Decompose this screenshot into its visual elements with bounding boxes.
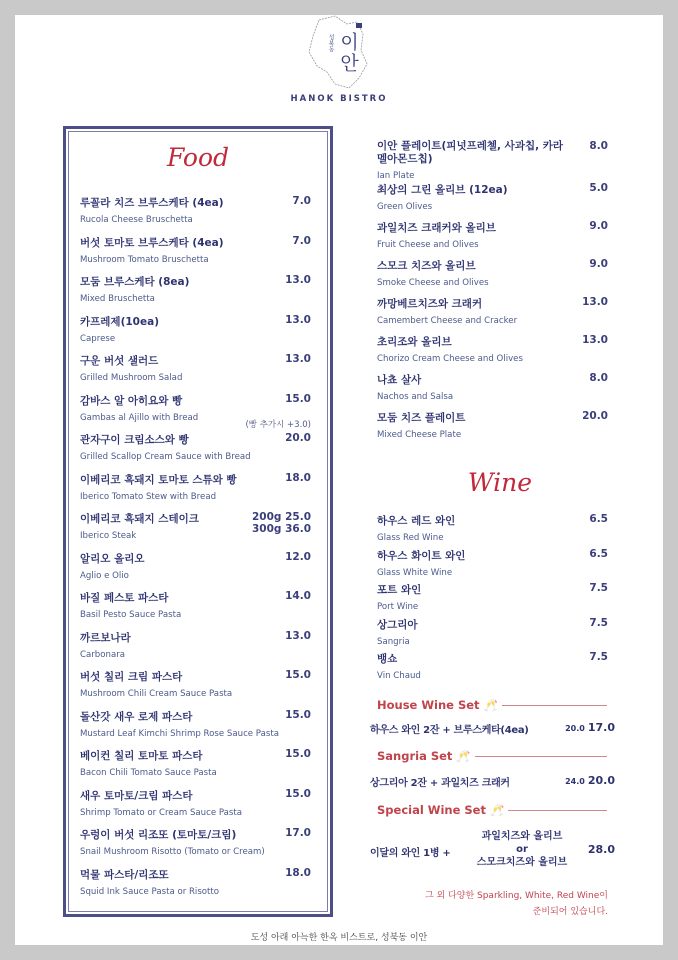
item-price: 13.0 bbox=[582, 296, 608, 308]
item-name-en: Green Olives bbox=[377, 202, 433, 212]
menu-item bbox=[377, 296, 608, 330]
item-name-ko: 베이컨 칠리 토마토 파스타 bbox=[80, 750, 203, 762]
menu-item bbox=[80, 195, 311, 229]
item-price: 9.0 bbox=[589, 258, 608, 270]
item-price: 7.0 bbox=[292, 234, 311, 247]
menu-item bbox=[80, 748, 311, 782]
wine-glasses-icon: 🥂 bbox=[483, 698, 498, 712]
item-name-ko: 모둠 치즈 플레이트 bbox=[377, 412, 466, 424]
menu-item bbox=[80, 867, 311, 901]
item-name-ko: 버섯 칠리 크림 파스타 bbox=[80, 671, 183, 683]
menu-item bbox=[80, 788, 311, 822]
food-title: Food bbox=[166, 143, 230, 172]
menu-item bbox=[377, 617, 608, 651]
menu-item bbox=[377, 334, 608, 368]
item-name-en: Fruit Cheese and Olives bbox=[377, 240, 479, 250]
item-name-en: Camembert Cheese and Cracker bbox=[377, 316, 518, 326]
item-price: 14.0 bbox=[285, 590, 311, 602]
item-name-ko: 이베리코 흑돼지 토마토 스튜와 빵 bbox=[80, 473, 237, 486]
item-name-en: Ian Plate bbox=[377, 171, 415, 181]
item-name-ko: 모둠 브루스케타 (8ea) bbox=[80, 276, 190, 288]
item-name-en: Gambas al Ajillo with Bread bbox=[80, 412, 199, 423]
item-price: 15.0 bbox=[285, 392, 311, 405]
item-name-ko: 초리조와 올리브 bbox=[377, 336, 452, 348]
item-price: 7.5 bbox=[589, 616, 608, 629]
item-name-ko: 최상의 그린 올리브 (12ea) bbox=[377, 184, 508, 196]
item-name-ko: 먹물 파스타/리조또 bbox=[80, 868, 169, 881]
menu-item bbox=[80, 314, 311, 348]
set-title: House Wine Set 🥂 bbox=[377, 698, 607, 712]
item-price: 15.0 bbox=[285, 748, 311, 760]
menu-item bbox=[80, 709, 311, 743]
item-price: 18.0 bbox=[285, 471, 311, 484]
item-name-ko: 돌산갓 새우 로제 파스타 bbox=[80, 710, 193, 723]
item-name-en: Shrimp Tomato or Cream Sauce Pasta bbox=[80, 807, 243, 818]
item-price: 200g 25.0 300g 36.0 bbox=[252, 511, 311, 535]
item-name-en: Port Wine bbox=[377, 602, 419, 613]
item-price: 8.0 bbox=[589, 140, 608, 152]
menu-item bbox=[377, 582, 608, 616]
item-name-en: Carbonara bbox=[80, 649, 126, 660]
item-price: 15.0 bbox=[285, 787, 311, 800]
item-name-ko: 포트 와인 bbox=[377, 584, 422, 597]
menu-item bbox=[377, 513, 608, 547]
item-name-en: Bacon Chili Tomato Sauce Pasta bbox=[80, 768, 217, 778]
item-name-ko: 버섯 토마토 브루스케타 (4ea) bbox=[80, 236, 224, 249]
menu-item bbox=[80, 392, 311, 430]
item-name-ko: 상그리아 bbox=[377, 618, 418, 631]
item-name-en: Vin Chaud bbox=[377, 671, 421, 682]
item-price: 7.0 bbox=[292, 195, 311, 207]
item-name-ko: 관자구이 크림소스와 빵 bbox=[80, 434, 189, 446]
item-price: 13.0 bbox=[285, 629, 311, 642]
item-price: 5.0 bbox=[589, 182, 608, 194]
item-price: 17.0 bbox=[285, 827, 311, 839]
menu-item bbox=[80, 235, 311, 269]
item-price: 15.0 bbox=[285, 669, 311, 681]
item-name-en: Mushroom Chili Cream Sauce Pasta bbox=[80, 689, 233, 699]
item-price: 13.0 bbox=[582, 334, 608, 346]
set-row: 상그리아 2잔 + 과일치즈 크래커 24.0 20.0 bbox=[370, 774, 615, 789]
menu-item bbox=[377, 140, 608, 181]
item-name-ko: 이안 플레이트(피넛프레첼, 사과칩, 카라멜아몬드칩) bbox=[377, 140, 564, 165]
item-price: 13.0 bbox=[285, 313, 311, 326]
item-name-en: Smoke Cheese and Olives bbox=[377, 278, 489, 288]
item-name-ko: 루꼴라 치즈 브루스케타 (4ea) bbox=[80, 197, 224, 209]
wine-title: Wine bbox=[467, 468, 533, 497]
item-name-en: Mixed Cheese Plate bbox=[377, 430, 462, 440]
menu-item bbox=[80, 511, 311, 545]
item-name-ko: 이베리코 흑돼지 스테이크 bbox=[80, 513, 199, 525]
item-price: 15.0 bbox=[285, 708, 311, 721]
item-price: 6.5 bbox=[589, 547, 608, 560]
item-name-ko: 하우스 화이트 와인 bbox=[377, 549, 466, 562]
item-name-en: Glass White Wine bbox=[377, 567, 453, 578]
menu-item bbox=[80, 274, 311, 308]
menu-item bbox=[80, 432, 311, 466]
item-price: 13.0 bbox=[285, 274, 311, 286]
item-price: 18.0 bbox=[285, 866, 311, 879]
item-name-en: Grilled Scallop Cream Sauce with Bread bbox=[80, 452, 251, 462]
menu-item bbox=[377, 182, 608, 216]
item-name-ko: 알리오 올리오 bbox=[80, 552, 145, 565]
item-name-en: Sangria bbox=[377, 636, 410, 647]
item-price: 13.0 bbox=[285, 353, 311, 365]
set-title: Special Wine Set 🥂 bbox=[377, 803, 607, 817]
item-price: 20.0 bbox=[582, 410, 608, 422]
menu-item bbox=[377, 548, 608, 582]
item-name-en: Mustard Leaf Kimchi Shrimp Rose Sauce Pasta bbox=[80, 728, 279, 739]
item-price: 8.0 bbox=[589, 372, 608, 384]
item-name-en: Chorizo Cream Cheese and Olives bbox=[377, 354, 523, 364]
menu-item bbox=[377, 258, 608, 292]
item-name-en: Basil Pesto Sauce Pasta bbox=[80, 610, 182, 620]
item-name-en: Caprese bbox=[80, 333, 116, 344]
menu-item bbox=[377, 651, 608, 685]
item-price: 9.0 bbox=[589, 220, 608, 232]
menu-item bbox=[377, 410, 608, 444]
item-name-en: Iberico Tomato Stew with Bread bbox=[80, 491, 217, 502]
item-name-ko: 까르보나라 bbox=[80, 631, 131, 644]
logo bbox=[305, 14, 375, 92]
item-name-ko: 나쵸 살사 bbox=[377, 374, 422, 386]
item-name-ko: 감바스 알 아히요와 빵 bbox=[80, 394, 183, 407]
menu-item bbox=[80, 590, 311, 624]
item-name-en: Nachos and Salsa bbox=[377, 392, 454, 402]
item-price: 12.0 bbox=[285, 550, 311, 563]
logo-main-text: 이안 bbox=[337, 32, 359, 74]
set-row: 이달의 와인 1병 + 과일치즈와 올리브 or 스모크치즈와 올리브 28.0 bbox=[370, 831, 615, 868]
menu-item bbox=[80, 827, 311, 861]
wine-glasses-icon: 🥂 bbox=[456, 749, 471, 763]
item-name-ko: 우렁이 버섯 리조또 (토마토/크림) bbox=[80, 829, 237, 841]
item-name-en: Aglio e Olio bbox=[80, 570, 129, 581]
set-row: 하우스 와인 2잔 + 브루스케타(4ea) 20.0 17.0 bbox=[370, 721, 615, 736]
item-name-ko: 과일치즈 크래커와 올리브 bbox=[377, 222, 496, 234]
logo-small-text: 성북동 bbox=[327, 34, 334, 52]
item-name-en: Mixed Bruschetta bbox=[80, 294, 155, 304]
item-note: (빵 추가시 +3.0) bbox=[245, 419, 311, 430]
set-title: Sangria Set 🥂 bbox=[377, 749, 607, 763]
menu-item bbox=[80, 630, 311, 664]
menu-item bbox=[80, 551, 311, 585]
item-name-en: Squid Ink Sauce Pasta or Risotto bbox=[80, 886, 220, 897]
item-name-ko: 구운 버섯 샐러드 bbox=[80, 355, 159, 367]
item-name-ko: 까망베르치즈와 크래커 bbox=[377, 298, 483, 310]
item-price: 20.0 bbox=[285, 432, 311, 444]
item-name-ko: 스모크 치즈와 올리브 bbox=[377, 260, 476, 272]
item-price: 6.5 bbox=[589, 513, 608, 525]
menu-item bbox=[80, 669, 311, 703]
menu-item bbox=[80, 472, 311, 506]
item-name-ko: 카프레제(10ea) bbox=[80, 315, 159, 328]
menu-item bbox=[377, 220, 608, 254]
item-name-en: Iberico Steak bbox=[80, 531, 137, 541]
item-name-en: Mushroom Tomato Bruschetta bbox=[80, 254, 209, 265]
item-name-ko: 새우 토마토/크림 파스타 bbox=[80, 789, 193, 802]
item-name-ko: 바질 페스토 파스타 bbox=[80, 592, 169, 604]
item-name-en: Rucola Cheese Bruschetta bbox=[80, 215, 193, 225]
item-price: 7.5 bbox=[589, 582, 608, 595]
menu-item bbox=[80, 353, 311, 387]
item-name-ko: 하우스 레드 와인 bbox=[377, 515, 456, 527]
brand-name: HANOK BISTRO bbox=[290, 94, 388, 104]
wine-glasses-icon: 🥂 bbox=[489, 803, 505, 817]
item-name-ko: 뱅쇼 bbox=[377, 653, 398, 666]
item-price: 7.5 bbox=[589, 651, 608, 664]
footnote: 그 외 다양한 Sparkling, White, Red Wine이 준비되어 있습니다. bbox=[424, 891, 608, 917]
tagline: 도성 아래 아늑한 한옥 비스트로, 성북동 이안 bbox=[250, 933, 428, 943]
item-name-en: Grilled Mushroom Salad bbox=[80, 373, 183, 383]
item-name-en: Glass Red Wine bbox=[377, 533, 444, 543]
menu-item bbox=[377, 372, 608, 406]
item-name-en: Snail Mushroom Risotto (Tomato or Cream) bbox=[80, 847, 265, 857]
